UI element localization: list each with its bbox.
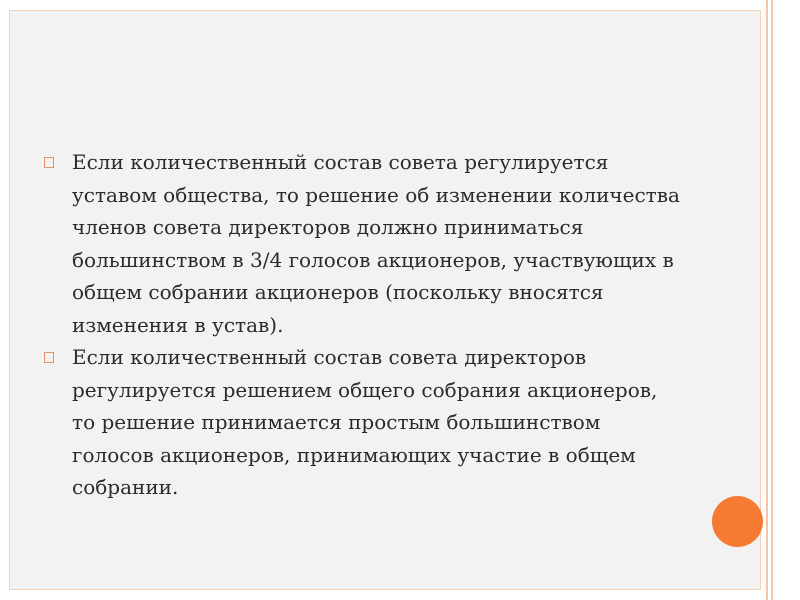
orange-circle-icon <box>712 496 763 547</box>
bullet-item <box>44 341 684 504</box>
bullet-text: Если количественный состав совета регулируется уставом общества, то решение об изменении количества членов совета директоров должно приниматься большинством в 3/4 голосов акционеров, участвующих в общем собрании акционеров (поскольку вносятся изменения в устав). <box>72 150 680 337</box>
square-bullet-icon <box>44 157 54 168</box>
decorative-rail-inner <box>771 0 773 600</box>
bullet-text: Если количественный состав совета директоров регулируется решением общего собрания акционеров, то решение принимается простым большинством голосов акционеров, принимающих участие в общем собрании. <box>72 345 658 499</box>
square-bullet-icon <box>44 352 54 363</box>
decorative-rail-outer <box>766 0 768 600</box>
bullet-list <box>44 146 684 504</box>
bullet-item <box>44 146 684 341</box>
